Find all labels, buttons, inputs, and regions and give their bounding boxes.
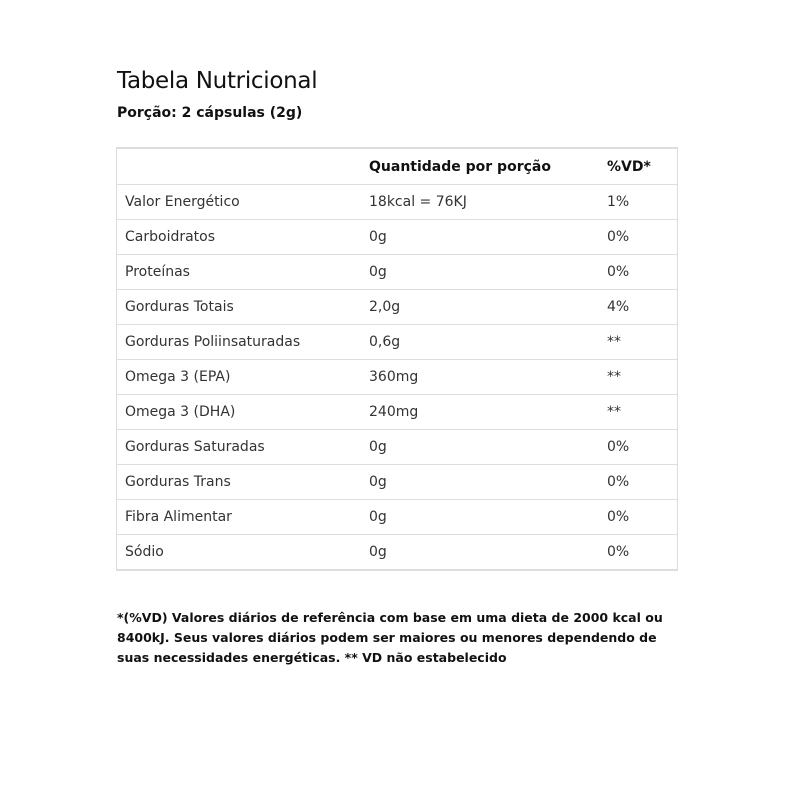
nutrition-table (117, 148, 677, 570)
nutrient-quantity: 0g (361, 255, 599, 290)
nutrient-name: Omega 3 (DHA) (117, 395, 361, 430)
table-row (117, 325, 677, 360)
nutrient-daily-value: 0% (599, 465, 677, 500)
table-row (117, 220, 677, 255)
nutrient-quantity: 18kcal = 76KJ (361, 185, 599, 220)
nutrient-quantity: 0g (361, 500, 599, 535)
nutrient-daily-value: 4% (599, 290, 677, 325)
table-row (117, 465, 677, 500)
nutrient-daily-value: 1% (599, 185, 677, 220)
nutrient-quantity: 0,6g (361, 325, 599, 360)
nutrient-name: Carboidratos (117, 220, 361, 255)
table-row (117, 185, 677, 220)
nutrient-name: Gorduras Totais (117, 290, 361, 325)
nutrient-daily-value: 0% (599, 430, 677, 465)
nutrient-name: Proteínas (117, 255, 361, 290)
nutrient-daily-value: 0% (599, 220, 677, 255)
header-nutrient (117, 149, 361, 185)
header-quantity: Quantidade por porção (361, 149, 599, 185)
nutrient-name: Valor Energético (117, 185, 361, 220)
nutrient-name: Gorduras Poliinsaturadas (117, 325, 361, 360)
table-row (117, 255, 677, 290)
nutrient-name: Gorduras Trans (117, 465, 361, 500)
page-title: Tabela Nutricional (117, 68, 318, 94)
nutrient-daily-value: ** (599, 395, 677, 430)
table-row (117, 395, 677, 430)
nutrient-daily-value: 0% (599, 535, 677, 570)
portion-size: Porção: 2 cápsulas (2g) (117, 105, 303, 121)
nutrient-daily-value: ** (599, 360, 677, 395)
table-row (117, 430, 677, 465)
table-row (117, 290, 677, 325)
nutrient-quantity: 0g (361, 465, 599, 500)
nutrient-quantity: 2,0g (361, 290, 599, 325)
nutrient-name: Omega 3 (EPA) (117, 360, 361, 395)
nutrient-daily-value: 0% (599, 500, 677, 535)
nutrient-name: Sódio (117, 535, 361, 570)
nutrient-daily-value: 0% (599, 255, 677, 290)
table-row (117, 500, 677, 535)
table-row (117, 535, 677, 570)
table-header-row (117, 149, 677, 185)
footnote: *(%VD) Valores diários de referência com base em uma dieta de 2000 kcal ou 8400kJ. Seus valores diários podem ser maiores ou menores dependendo de suas necessidades energéticas. ** VD não estabelecido (117, 610, 663, 665)
nutrient-name: Fibra Alimentar (117, 500, 361, 535)
nutrient-name: Gorduras Saturadas (117, 430, 361, 465)
table-row (117, 360, 677, 395)
nutrient-quantity: 0g (361, 220, 599, 255)
header-daily-value: %VD* (599, 149, 677, 185)
nutrient-daily-value: ** (599, 325, 677, 360)
nutrient-quantity: 240mg (361, 395, 599, 430)
nutrient-quantity: 360mg (361, 360, 599, 395)
nutrient-quantity: 0g (361, 430, 599, 465)
nutrient-quantity: 0g (361, 535, 599, 570)
